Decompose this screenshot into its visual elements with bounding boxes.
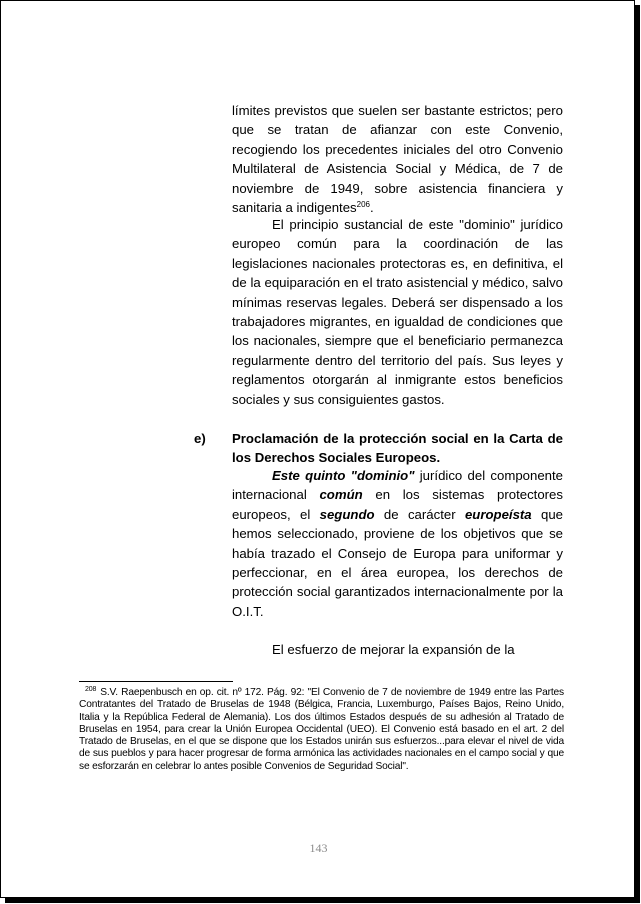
footnote-separator: [79, 681, 233, 682]
paragraph-1-text: límites previstos que suelen ser bastante estrictos; pero que se tratan de afianzar con este Convenio, recogiendo los precedentes iniciales del otro Convenio Multilateral de Asistencia Social y Médica, de 7 de noviembre de 1949, sobre asistencia financiera y sanitaria a indigentes: [232, 103, 563, 216]
section-letter: e): [194, 431, 206, 446]
section-heading: Proclamación de la protección social en la Carta de los Derechos Sociales Europeos.: [232, 431, 563, 466]
footnote: [79, 687, 564, 773]
paragraph-3-text-1: jurídico del componente internacional: [232, 468, 563, 503]
paragraph-1-end: .: [370, 200, 374, 216]
emphasis-comun: común: [319, 487, 363, 503]
emphasis-segundo: segundo: [319, 506, 375, 522]
paragraph-3-lead: Este quinto "dominio": [272, 468, 415, 483]
paragraph-3-text-4: que hemos seleccionado, proviene de los objetivos que se había trazado el Consejo de Europa para uniformar y perfeccionar, en el área europea, los derechos de protección social garantizados internacionalmente por la O.I.T.: [232, 506, 563, 619]
footnote-number: 208: [85, 686, 97, 693]
footnote-text: S.V. Raepenbusch en op. cit. nº 172. Pág. 92: "El Convenio de 7 de noviembre de 1949 entre las Partes Contratantes del Tratado de Bruselas de 1948 (Bélgica, Francia, Luxemburgo, Países Bajos, Reino Unido, Italia y la República Federal de Alemania). Los dos últimos Estados después de su adhesión al Tratado de Bruselas en 1954, para crear la Unión Europea Occidental (UEO). El Convenio está basado en el art. 2 del Tratado de Bruselas, en el que se dispone que los Estados unirán sus esfuerzos...para elevar el nivel de vida de sus pueblos y para hacer progresar de forma armónica las actividades nacionales en el campo social y que se esforzarán en celebrar lo antes posible Convenios de Seguridad Social".: [79, 687, 564, 772]
body-paragraph-4: El esfuerzo de mejorar la expansión de la: [272, 642, 515, 657]
body-paragraph-2: El principio sustancial de este "dominio" jurídico europeo común para la coordinación de las legislaciones nacionales protectoras es, en definitiva, el de la equiparación en el trato asistencial y médico, salvo mínimas reservas legales. Deberá ser dispensado a los trabajadores migrantes, en igualdad de condiciones que los nacionales, siempre que el beneficiario permanezca regularmente dentro del territorio del país. Sus leyes y reglamentos otorgarán al inmigrante estos beneficios sociales y sus consiguientes gastos.: [232, 217, 563, 407]
body-paragraph-1: [232, 101, 563, 217]
page-shadow-bottom: [5, 898, 640, 903]
body-paragraph-3: [232, 466, 563, 621]
paragraph-3-text-2: en los sistemas protectores europeos, el: [232, 487, 563, 522]
page-number: 143: [309, 841, 328, 855]
paragraph-3-text-3: de carácter: [374, 506, 465, 522]
emphasis-europeista: europeísta: [464, 506, 532, 522]
footnote-reference[interactable]: 206: [356, 200, 370, 210]
page-shadow-right: [635, 5, 640, 903]
